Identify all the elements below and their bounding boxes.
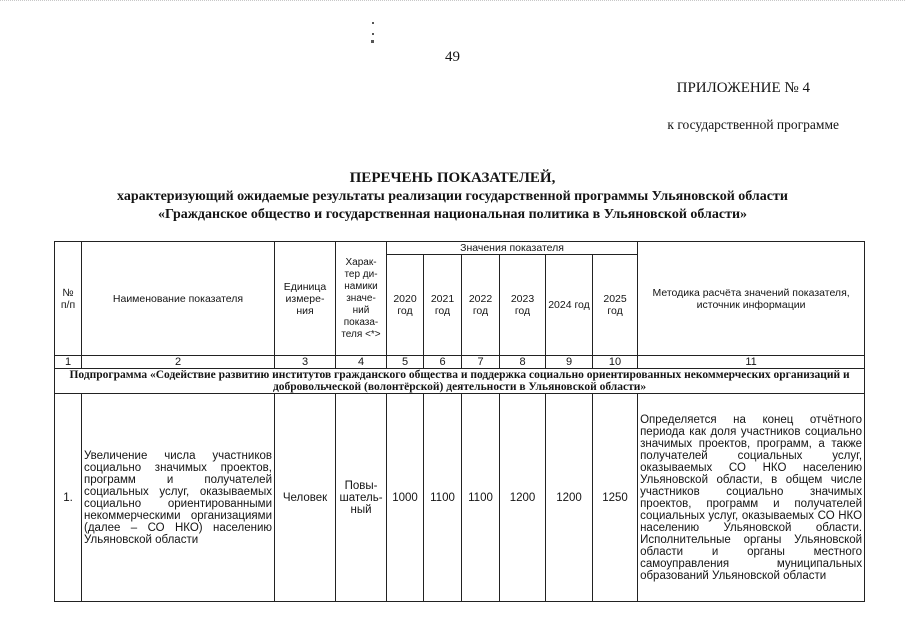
document-subtitle: характеризующий ожидаемые результаты реализации государственной программы Ульяновской области (117, 189, 788, 204)
row-character: Повы-шатель-ный (336, 394, 387, 602)
row-indicator-name: Увеличение числа участников социально значимых проектов, программ и получателей социальных услуг, оказываемых социально ориентированными некоммерческими организациями (далее – СО НКО) населению Ульяновской области (82, 394, 275, 602)
appendix-title: ПРИЛОЖЕНИЕ № 4 (676, 80, 810, 96)
header-num: № п/п (55, 242, 82, 356)
row-unit: Человек (275, 394, 336, 602)
appendix-subtitle: к государственной программе (667, 117, 839, 132)
header-method: Методика расчёта значений показателя, источник информации (638, 242, 865, 356)
header-character: Харак-тер ди-намики значе-ний показа-теля <*> (336, 242, 387, 356)
row-value: 1200 (500, 394, 546, 602)
subprogram-heading: Подпрограмма «Содействие развитию институтов гражданского общества и поддержка социально ориентированных некоммерческих организаций и добровольческой (волонтёрской) деятельности в Ульяновской области» (55, 369, 865, 394)
table-row (55, 394, 865, 602)
column-number: 1 (55, 356, 82, 369)
column-number: 8 (500, 356, 546, 369)
row-num: 1. (55, 394, 82, 602)
scan-edge-noise (0, 0, 905, 9)
column-number: 7 (462, 356, 500, 369)
header-year: 2025 год (593, 255, 638, 356)
header-year: 2022 год (462, 255, 500, 356)
row-method: Определяется на конец отчётного периода как доля участников социально значимых проектов, программ, а также получателей социальных услуг, оказываемых СО НКО населению Ульяновской области, в общем числе участников социально значимых проектов, программ и получателей социальных услуг, оказываемых СО НКО населению Ульяновской области. Исполнительные органы Ульяновской области и органы местного самоуправления муниципальных образований Ульяновской области (638, 394, 865, 602)
row-value: 1100 (424, 394, 462, 602)
column-number: 5 (387, 356, 424, 369)
row-value: 1250 (593, 394, 638, 602)
program-name: «Гражданское общество и государственная национальная политика в Ульяновской области» (157, 207, 748, 222)
header-values-group: Значения показателя (387, 242, 638, 255)
document-title: ПЕРЕЧЕНЬ ПОКАЗАТЕЛЕЙ, (349, 170, 556, 186)
header-year: 2021 год (424, 255, 462, 356)
row-value: 1000 (387, 394, 424, 602)
header-year: 2023 год (500, 255, 546, 356)
scan-speck (371, 40, 374, 43)
column-number: 4 (336, 356, 387, 369)
column-number: 2 (82, 356, 275, 369)
column-number: 9 (546, 356, 593, 369)
page-number: 49 (445, 49, 460, 65)
column-number: 6 (424, 356, 462, 369)
row-value: 1100 (462, 394, 500, 602)
header-year: 2024 год (546, 255, 593, 356)
scan-speck (372, 22, 374, 24)
scan-speck (372, 33, 374, 35)
row-value: 1200 (546, 394, 593, 602)
header-name: Наименование показателя (82, 242, 275, 356)
column-number: 10 (593, 356, 638, 369)
column-number: 11 (638, 356, 865, 369)
column-number: 3 (275, 356, 336, 369)
indicators-table (54, 241, 865, 602)
header-unit: Единица измере-ния (275, 242, 336, 356)
header-year: 2020 год (387, 255, 424, 356)
